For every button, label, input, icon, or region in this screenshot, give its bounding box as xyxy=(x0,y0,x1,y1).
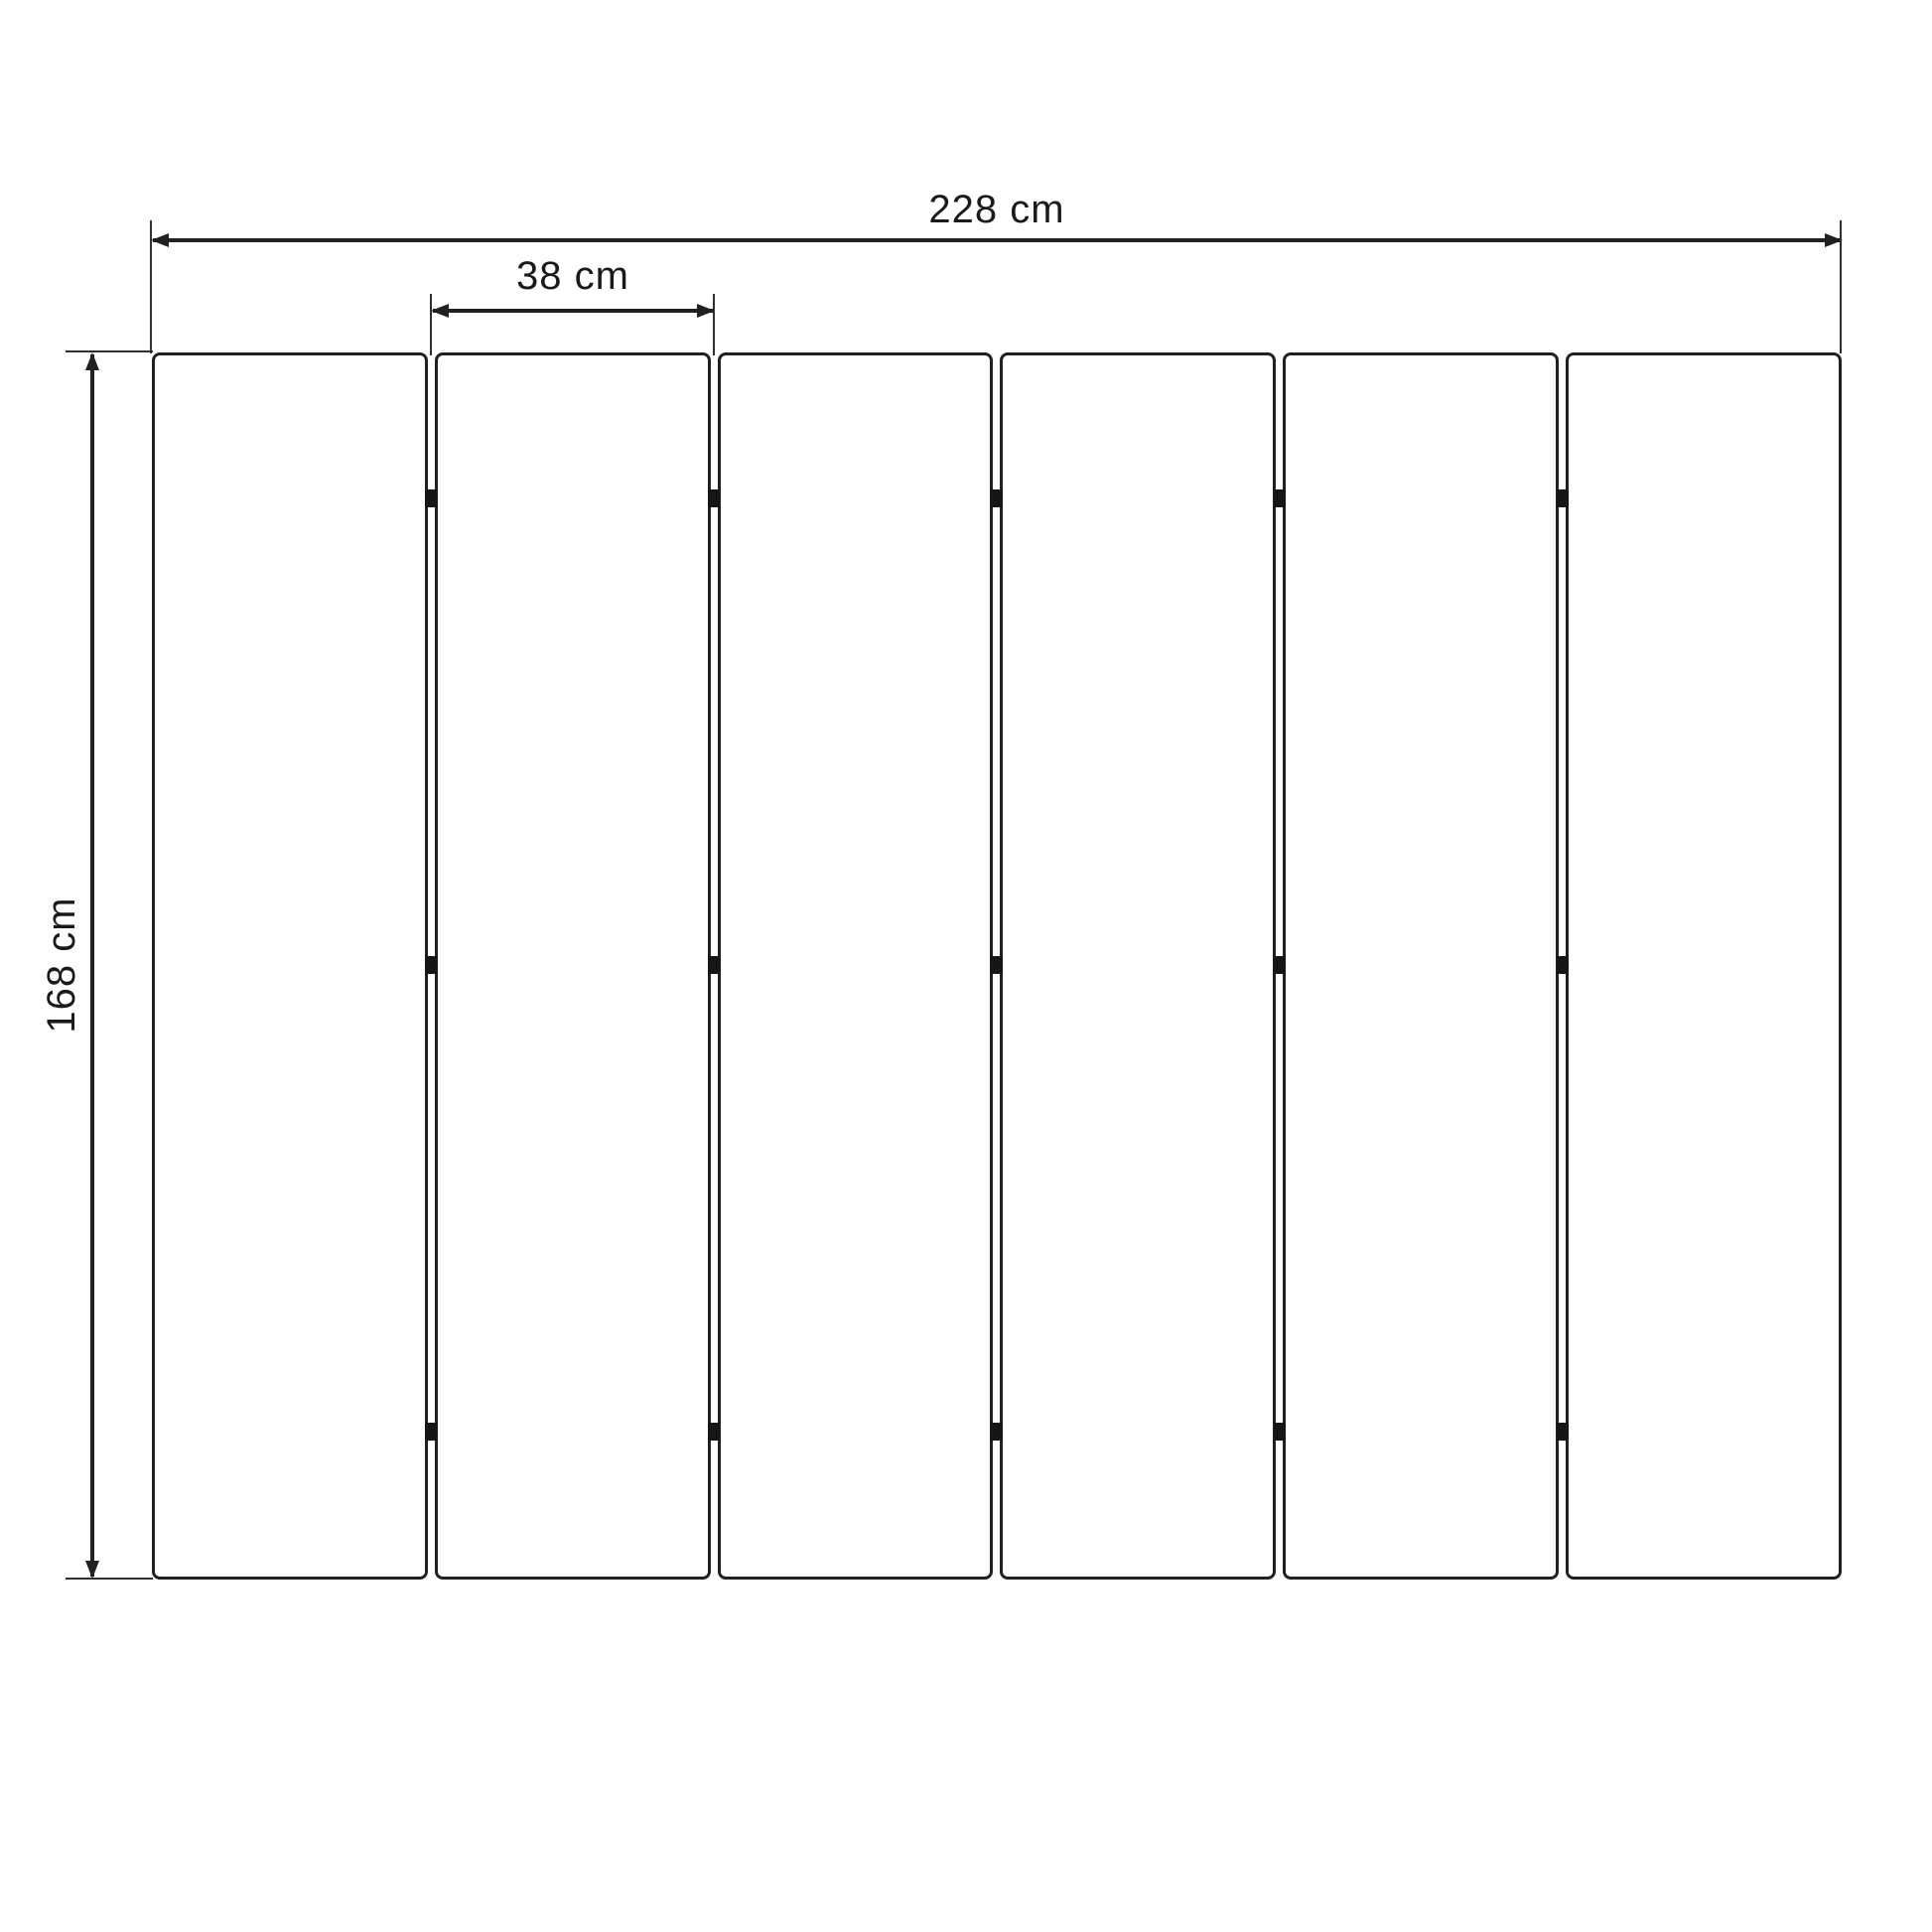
panel-5 xyxy=(1283,352,1559,1580)
arrowhead-left-icon xyxy=(151,233,169,247)
panel-1 xyxy=(152,352,428,1580)
panel-2 xyxy=(435,352,711,1580)
extension-tick xyxy=(66,1578,153,1580)
extension-tick xyxy=(150,220,152,353)
panel-row xyxy=(152,352,1842,1580)
extension-tick xyxy=(713,294,715,355)
arrowhead-up-icon xyxy=(85,352,99,370)
extension-tick xyxy=(430,294,432,355)
arrowhead-down-icon xyxy=(85,1561,99,1579)
panel-3 xyxy=(718,352,994,1580)
total-width-label: 228 cm xyxy=(928,188,1065,231)
extension-tick xyxy=(66,350,153,352)
panel-width-dimension-line xyxy=(433,309,713,313)
panel-6 xyxy=(1566,352,1842,1580)
height-label: 168 cm xyxy=(40,897,83,1034)
panel-4 xyxy=(1000,352,1276,1580)
arrowhead-left-icon xyxy=(431,304,449,318)
panel-width-label: 38 cm xyxy=(516,254,629,298)
total-width-dimension-line xyxy=(153,238,1841,242)
height-dimension-line xyxy=(90,354,94,1577)
extension-tick xyxy=(1840,220,1842,353)
